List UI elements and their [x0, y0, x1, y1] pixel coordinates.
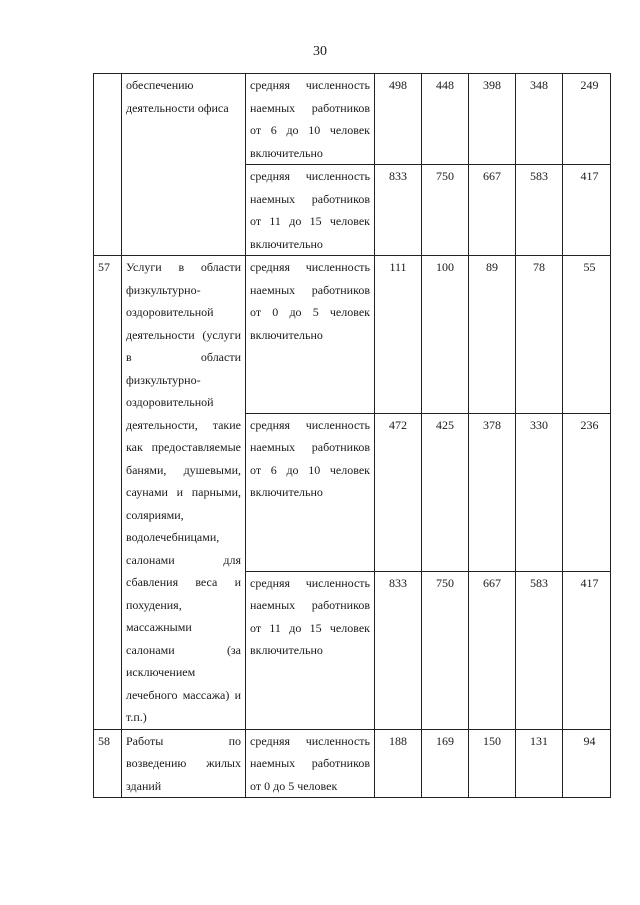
value-cell: 833 [375, 571, 422, 729]
item-number: 58 [94, 729, 122, 798]
value-cell: 750 [422, 571, 469, 729]
value-cell: 667 [469, 571, 516, 729]
indicator-cell: средняя численность наемных работников от 11 до 15 человек включительно [246, 571, 375, 729]
value-cell: 131 [516, 729, 563, 798]
value-cell: 583 [516, 571, 563, 729]
value-cell: 425 [422, 413, 469, 571]
activity-description: Работы по возведению жилых зданий [122, 729, 246, 798]
value-cell: 330 [516, 413, 563, 571]
value-cell: 378 [469, 413, 516, 571]
value-cell: 100 [422, 256, 469, 414]
indicator-cell: средняя численность наемных работников от 6 до 10 человек включительно [246, 413, 375, 571]
value-cell: 398 [469, 74, 516, 165]
value-cell: 583 [516, 165, 563, 256]
value-cell: 348 [516, 74, 563, 165]
item-number [94, 74, 122, 256]
value-cell: 498 [375, 74, 422, 165]
table-body [94, 74, 611, 798]
activity-description: Услуги в области физкультурно-оздоровительной деятельности (услуги в области физкультурно-оздоровительной деятельности, такие как предоставляемые банями, душевыми, саунами и парными, соляриями, водолечебницами, салонами для сбавления веса и похудения, массажными салонами (за исключением лечебного массажа) и т.п.) [122, 256, 246, 730]
page-number: 30 [313, 44, 327, 59]
value-cell: 448 [422, 74, 469, 165]
item-number: 57 [94, 256, 122, 730]
value-cell: 417 [563, 165, 611, 256]
table-row [94, 729, 611, 798]
value-cell: 150 [469, 729, 516, 798]
indicator-cell: средняя численность наемных работников от 0 до 5 человек [246, 729, 375, 798]
indicator-cell: средняя численность наемных работников от 0 до 5 человек включительно [246, 256, 375, 414]
value-cell: 78 [516, 256, 563, 414]
table-row [94, 256, 611, 414]
value-cell: 89 [469, 256, 516, 414]
value-cell: 236 [563, 413, 611, 571]
value-cell: 750 [422, 165, 469, 256]
table-row [94, 74, 611, 165]
value-cell: 417 [563, 571, 611, 729]
value-cell: 94 [563, 729, 611, 798]
indicator-cell: средняя численность наемных работников от 11 до 15 человек включительно [246, 165, 375, 256]
value-cell: 833 [375, 165, 422, 256]
value-cell: 111 [375, 256, 422, 414]
value-cell: 55 [563, 256, 611, 414]
tariff-table [93, 73, 611, 798]
indicator-cell: средняя численность наемных работников от 6 до 10 человек включительно [246, 74, 375, 165]
value-cell: 169 [422, 729, 469, 798]
value-cell: 667 [469, 165, 516, 256]
value-cell: 249 [563, 74, 611, 165]
activity-description: обеспечению деятельности офиса [122, 74, 246, 256]
value-cell: 188 [375, 729, 422, 798]
value-cell: 472 [375, 413, 422, 571]
